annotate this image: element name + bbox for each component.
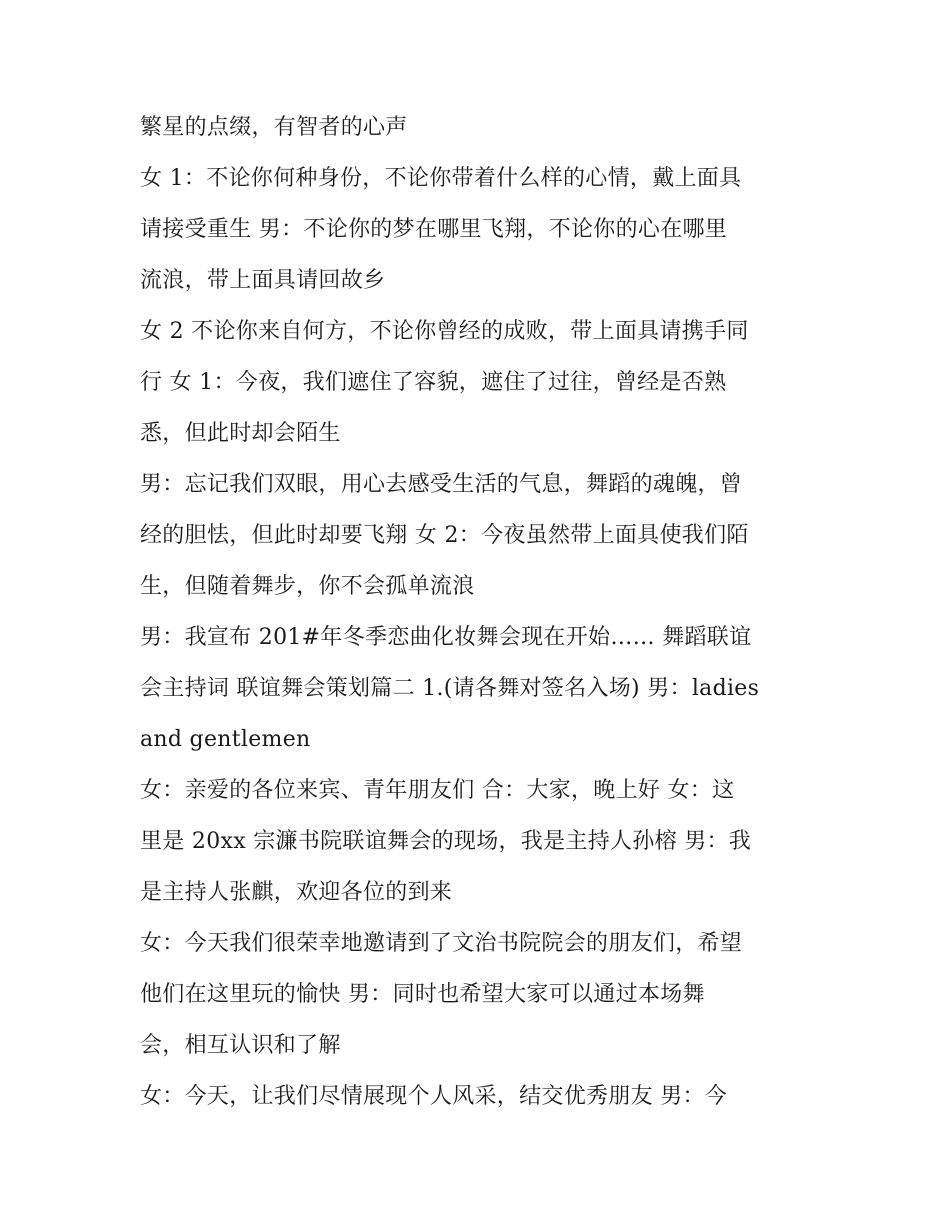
text-line: 生，但随着舞步，你不会孤单流浪 bbox=[140, 574, 475, 599]
text-line: 行 女 1：今夜，我们遮住了容貌，遮住了过往，曾经是否熟 bbox=[140, 370, 727, 395]
text-line: 会主持词 联谊舞会策划篇二 1.(请各舞对签名入场) 男：ladies bbox=[140, 676, 760, 701]
text-line: 他们在这里玩的愉快 男：同时也希望大家可以通过本场舞 bbox=[140, 982, 705, 1007]
text-line: 悉，但此时却会陌生 bbox=[140, 421, 341, 446]
text-line: 女：亲爱的各位来宾、青年朋友们 合：大家，晚上好 女：这 bbox=[140, 778, 735, 803]
text-line: 里是 20xx 宗濂书院联谊舞会的现场，我是主持人孙榕 男：我 bbox=[140, 829, 752, 854]
document-body bbox=[140, 108, 820, 1128]
text-line: 会，相互认识和了解 bbox=[140, 1033, 341, 1058]
text-line: 流浪，带上面具请回故乡 bbox=[140, 268, 386, 293]
text-line: 女：今天，让我们尽情展现个人风采，结交优秀朋友 男：今 bbox=[140, 1084, 728, 1109]
text-line: 女：今天我们很荣幸地邀请到了文治书院院会的朋友们，希望 bbox=[140, 931, 743, 956]
text-line: 繁星的点缀，有智者的心声 bbox=[140, 115, 408, 140]
text-line: 是主持人张麒，欢迎各位的到来 bbox=[140, 880, 453, 905]
text-line: 男：忘记我们双眼，用心去感受生活的气息，舞蹈的魂魄，曾 bbox=[140, 472, 743, 497]
text-line: 女 1：不论你何种身份，不论你带着什么样的心情，戴上面具 bbox=[140, 166, 742, 191]
text-line: and gentlemen bbox=[140, 727, 311, 752]
text-line: 女 2 不论你来自何方，不论你曾经的成败，带上面具请携手同 bbox=[140, 319, 749, 344]
text-line: 请接受重生 男：不论你的梦在哪里飞翔，不论你的心在哪里 bbox=[140, 217, 728, 242]
text-line: 经的胆怯，但此时却要飞翔 女 2：今夜虽然带上面具使我们陌 bbox=[140, 523, 749, 548]
text-line: 男：我宣布 201#年冬季恋曲化妆舞会现在开始…… 舞蹈联谊 bbox=[140, 625, 752, 650]
